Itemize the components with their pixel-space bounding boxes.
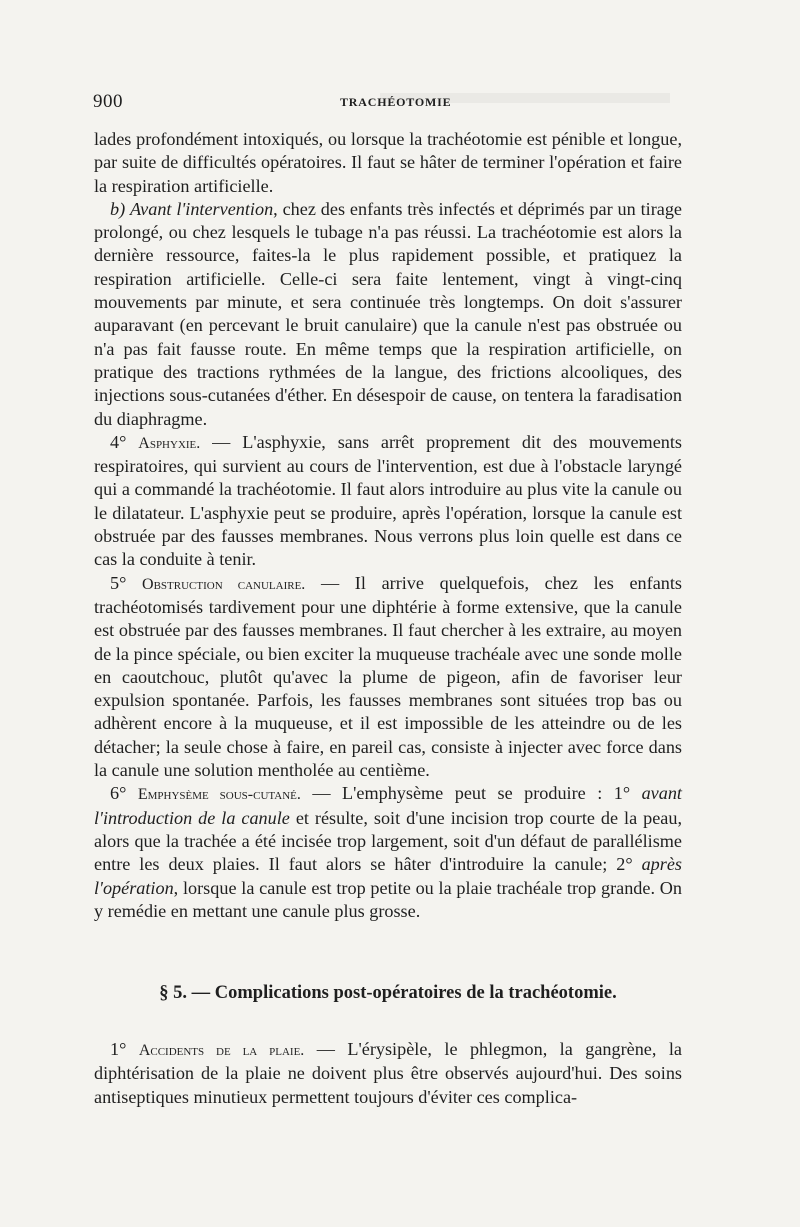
paragraph-emphyseme-text-a: — L'emphysème peut se produire : 1° bbox=[300, 783, 642, 804]
paragraph-emphyseme-italic-a: avant l'introduction de la canule bbox=[94, 783, 682, 828]
paragraph-obstruction-text: — Il arrive quelquefois, chez les enfants trachéotomisés tardivement pour une diphtérie à forme extensive, que la canule est obstruée par des fausses membranes. Il faut chercher à les extraire, au moyen de la pince spéciale, ou bien exciter la muqueuse trachéale avec une sonde molle en caoutchouc, plutôt qu'avec la plume de pigeon, afin de favoriser leur expulsion spontanée. Parfois, les fausses membranes sont situées trop bas ou adhèrent encore à la muqueuse, et il est impossible de les atteindre ou de les détacher; la seule chose à faire, en pareil cas, consiste à injecter avec force dans la canule une solution mentholée au centième. bbox=[94, 572, 683, 781]
paragraph-2 bbox=[94, 198, 682, 431]
paragraph-emphyseme-number: 6° bbox=[110, 783, 127, 804]
page-number: 900 bbox=[93, 91, 123, 112]
running-title: TRACHÉOTOMIE bbox=[340, 95, 452, 109]
paragraph-emphyseme-heading: Emphysème sous-cutané. bbox=[137, 786, 301, 804]
paragraph-asphyxie-heading: Asphyxie. bbox=[138, 434, 201, 452]
paragraph-1-text: lades profondément intoxiqués, ou lorsque la trachéotomie est pénible et longue, par suite de difficultés opératoires. Il faut se hâter de terminer l'opération et faire la respiration artificielle. bbox=[94, 129, 682, 196]
paragraph-2-heading: Avant l'intervention bbox=[130, 198, 274, 219]
paragraph-accidents bbox=[94, 1038, 682, 1109]
page-header bbox=[93, 91, 683, 115]
paragraph-2-text: , chez des enfants très infectés et déprimés par un tirage prolongé, ou chez lesquels le tubage n'a pas réussi. La trachéotomie est alors la dernière ressource, faites-la le plus rapidement possible, et pratiquez la respiration artificielle. Celle-ci sera faite lentement, vingt à vingt-cinq mouvements par minute, et sera continuée très longtemps. On doit s'assurer auparavant (en percevant le bruit canulaire) que la canule n'est pas obstruée ou n'a pas fait fausse route. En même temps que la respiration artificielle, on pratique des tractions rythmées de la langue, des frictions alcooliques, des injections sous-cutanées d'éther. En désespoir de cause, on tentera la faradisation du diaphragme. bbox=[94, 198, 682, 429]
paragraph-obstruction-number: 5° bbox=[110, 572, 127, 593]
paragraph-asphyxie-text: — L'asphyxie, sans arrêt proprement dit des mouvements respiratoires, qui survient au cours de l'intervention, est due à l'obstacle laryngé qui a commandé la trachéotomie. Il faut alors introduire au plus vite la canule ou le dilatateur. L'asphyxie peut se produire, après l'opération, lorsque la canule est obstruée par des fausses membranes. Nous verrons plus loin quelle est dans ce cas la conduite à tenir. bbox=[94, 431, 682, 570]
main-text bbox=[94, 128, 682, 923]
paragraph-obstruction-heading: Obstruction canulaire. bbox=[142, 575, 306, 593]
section-text bbox=[94, 1038, 682, 1109]
paragraph-accidents-number: 1° bbox=[110, 1039, 127, 1059]
paragraph-accidents-text: — L'érysipèle, le phlegmon, la gangrène, la diphtérisation de la plaie ne doivent plus être observés aujourd'hui. Des soins antiseptiques minutieux permettent toujours d'éviter ces complica- bbox=[94, 1039, 682, 1107]
paragraph-2-label: b) bbox=[110, 198, 126, 219]
paragraph-asphyxie-number: 4° bbox=[110, 431, 127, 452]
paragraph-obstruction bbox=[94, 572, 682, 783]
paragraph-1 bbox=[94, 128, 682, 198]
section-heading: § 5. — Complications post-opératoires de la trachéotomie. bbox=[159, 983, 617, 1003]
paragraph-emphyseme-text-b: et résulte, soit d'une incision trop courte de la peau, alors que la trachée a été incisée trop largement, soit d'un défaut de parallélisme entre les deux plaies. Il faut alors se hâter d'introduire la canule; 2° bbox=[94, 807, 682, 875]
paragraph-emphyseme-text-c: , lorsque la canule est trop petite ou la plaie trachéale trop grande. On y remédie en mettant une canule plus grosse. bbox=[94, 877, 682, 921]
paragraph-accidents-heading: Accidents de la plaie. bbox=[138, 1042, 305, 1059]
paragraph-asphyxie bbox=[94, 431, 682, 572]
paragraph-emphyseme-italic-b: après l'opération bbox=[94, 854, 682, 898]
paragraph-emphyseme bbox=[94, 782, 682, 923]
